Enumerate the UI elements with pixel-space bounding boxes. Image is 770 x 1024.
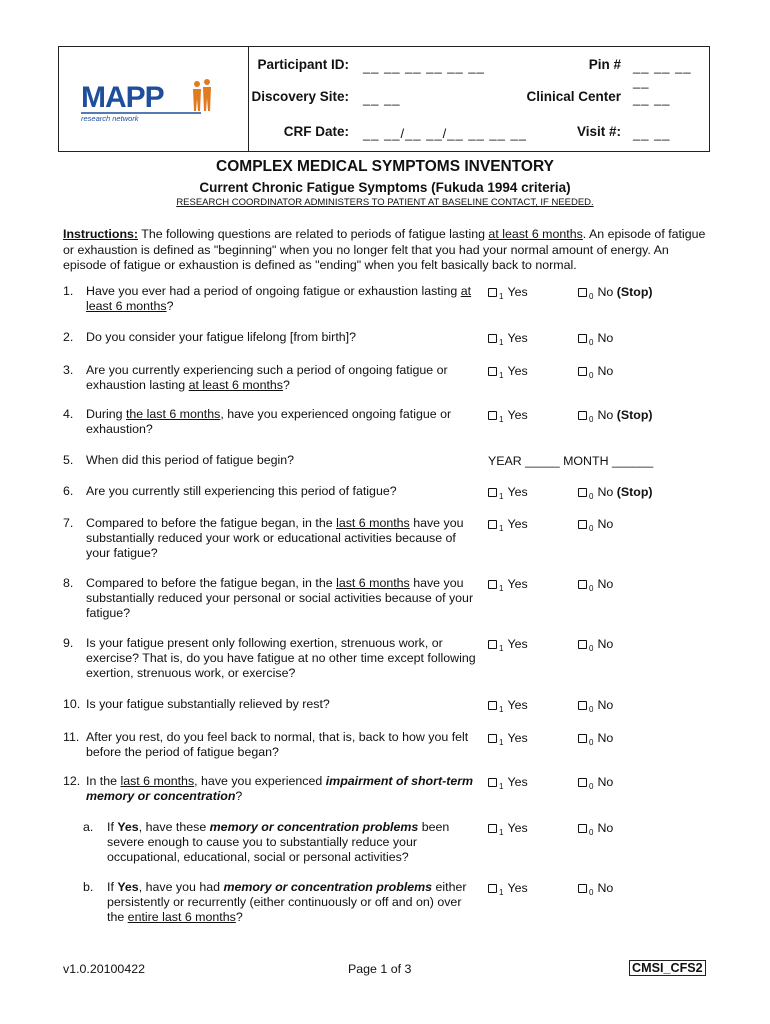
question-text-part: ? [283, 378, 290, 392]
subquestion-text-part: been severe enough to cause you to substantially reduce your occupational, educational, social or personal activities? [107, 820, 450, 864]
no-option-8[interactable] [578, 577, 613, 596]
question-text-part: Are you currently still experiencing this period of fatigue? [86, 484, 397, 498]
question-text [86, 636, 481, 681]
crf-date-label: CRF Date: [283, 124, 349, 139]
checkbox-no-12[interactable] [578, 778, 587, 787]
question-text-part: , have you experienced ongoing fatigue or exhaustion? [86, 407, 452, 436]
no-option-6[interactable] [578, 485, 653, 504]
subquestion-text-part: If [107, 880, 118, 894]
question-text [86, 576, 481, 621]
yes-code: 1 [499, 371, 504, 380]
no-code: 0 [589, 828, 594, 837]
question-text-part: ? [166, 299, 174, 313]
question-bold-italic: impairment of short-term memory or concentration [86, 774, 474, 803]
yes-code: 1 [499, 415, 504, 424]
subquestion-letter: b. [83, 880, 94, 894]
question-text [86, 730, 481, 760]
subquestion-emphasis: entire last 6 months [127, 910, 236, 924]
no-code: 0 [589, 738, 594, 747]
yes-label: Yes [507, 331, 528, 345]
checkbox-no-3[interactable] [578, 367, 587, 376]
yes-option-11[interactable] [488, 731, 528, 750]
no-option-12a[interactable] [578, 821, 613, 840]
logo-text: MAPP [81, 81, 164, 114]
yes-option-10[interactable] [488, 698, 528, 717]
no-label: No [597, 331, 614, 345]
no-code: 0 [589, 782, 594, 791]
question-text-part: During [86, 407, 126, 421]
checkbox-no-2[interactable] [578, 334, 587, 343]
question-text-part: ? [235, 789, 243, 803]
subquestion-text-part: either persistently or recurrently (either continuously or off and on) over the [107, 880, 467, 924]
yes-label: Yes [507, 577, 528, 591]
page-number: Page 1 of 3 [348, 962, 412, 976]
checkbox-yes-12b[interactable] [488, 884, 497, 893]
no-label: No [597, 285, 614, 299]
question-text-part: Compared to before the fatigue began, in the [86, 516, 337, 530]
yes-option-9[interactable] [488, 637, 528, 656]
instructions-text-cont: . An episode of fatigue or exhaustion is defined as "beginning" when you no longer felt that you had your normal amount of energy. An episode of fatigue or exhaustion is defined as "ending" when you felt basically back to normal. [63, 227, 706, 272]
question-number: 12. [63, 774, 81, 788]
yes-label: Yes [507, 517, 528, 531]
checkbox-no-8[interactable] [578, 580, 587, 589]
question-text-part: Are you currently experiencing such a period of ongoing fatigue or exhaustion lasting [86, 363, 448, 392]
checkbox-yes-6[interactable] [488, 488, 497, 497]
checkbox-yes-1[interactable] [488, 288, 497, 297]
no-label: No [597, 485, 614, 499]
checkbox-no-12a[interactable] [578, 824, 587, 833]
no-option-4[interactable] [578, 408, 653, 427]
checkbox-yes-10[interactable] [488, 701, 497, 710]
no-label: No [597, 731, 614, 745]
question-text-part: , have you experienced [194, 774, 326, 788]
question-text [86, 697, 481, 712]
month-field: MONTH ______ [563, 454, 654, 468]
yes-code: 1 [499, 292, 504, 301]
yes-code: 1 [499, 705, 504, 714]
no-label: No [597, 408, 614, 422]
subquestion-text [107, 880, 481, 925]
participant-id-label: Participant ID: [257, 57, 349, 72]
no-code: 0 [589, 644, 594, 653]
logo-subtext: research network [81, 114, 139, 123]
no-code: 0 [589, 888, 594, 897]
no-label: No [597, 364, 614, 378]
no-code: 0 [589, 371, 594, 380]
year-field: YEAR _____ [488, 454, 560, 468]
question-emphasis: last 6 months [120, 774, 195, 788]
yes-label: Yes [507, 285, 528, 299]
question-text-part: Is your fatigue present only following exertion, strenuous work, or exercise? That is, do you have fatigue at no other time except following exertion, strenuous work, or exercise? [86, 636, 476, 680]
yes-option-1[interactable] [488, 285, 528, 304]
checkbox-yes-4[interactable] [488, 411, 497, 420]
checkbox-no-4[interactable] [578, 411, 587, 420]
question-text [86, 284, 481, 314]
yes-label: Yes [507, 698, 528, 712]
instructions-text: The following questions are related to periods of fatigue lasting [138, 227, 489, 241]
checkbox-no-7[interactable] [578, 520, 587, 529]
yes-code: 1 [499, 888, 504, 897]
question-number: 3. [63, 363, 74, 377]
question-number: 7. [63, 516, 74, 530]
checkbox-yes-8[interactable] [488, 580, 497, 589]
subquestion-bold: Yes [117, 880, 139, 894]
no-code: 0 [589, 415, 594, 424]
form-subtitle: Current Chronic Fatigue Symptoms (Fukuda 1994 criteria) [199, 180, 571, 195]
no-label: No [597, 821, 614, 835]
question-text [86, 330, 481, 345]
yes-label: Yes [507, 821, 528, 835]
yes-code: 1 [499, 492, 504, 501]
no-option-10[interactable] [578, 698, 613, 717]
document-id: CMSI_CFS2 [629, 960, 706, 976]
no-code: 0 [589, 292, 594, 301]
question-emphasis: last 6 months [336, 516, 410, 530]
yes-option-8[interactable] [488, 577, 528, 596]
pin-label: Pin # [588, 57, 621, 72]
checkbox-yes-7[interactable] [488, 520, 497, 529]
no-option-11[interactable] [578, 731, 613, 750]
form-title: COMPLEX MEDICAL SYMPTOMS INVENTORY [216, 158, 554, 175]
no-code: 0 [589, 492, 594, 501]
yes-label: Yes [507, 775, 528, 789]
subquestion-text-part: ? [235, 910, 243, 924]
participant-id-field[interactable]: __ __ __ __ __ __ [363, 59, 485, 74]
checkbox-no-9[interactable] [578, 640, 587, 649]
no-code: 0 [589, 524, 594, 533]
subquestion-text-part: , have you had [138, 880, 224, 894]
checkbox-yes-11[interactable] [488, 734, 497, 743]
no-code: 0 [589, 338, 594, 347]
yes-code: 1 [499, 644, 504, 653]
question-text-part: Have you ever had a period of ongoing fatigue or exhaustion lasting [86, 284, 461, 298]
yes-code: 1 [499, 738, 504, 747]
checkbox-yes-9[interactable] [488, 640, 497, 649]
no-label: No [597, 775, 614, 789]
yes-code: 1 [499, 524, 504, 533]
form-header [58, 46, 710, 152]
question-text-part: Do you consider your fatigue lifelong [from birth]? [86, 330, 356, 344]
subquestion-text-part: , have these [138, 820, 210, 834]
yes-option-7[interactable] [488, 517, 528, 536]
question-number: 1. [63, 284, 74, 298]
pin-field[interactable]: __ __ __ __ [633, 59, 692, 89]
no-label: No [597, 517, 614, 531]
visit-label: Visit #: [576, 124, 621, 139]
instructions-emphasis: at least 6 months [488, 227, 583, 241]
no-code: 0 [589, 705, 594, 714]
checkbox-yes-3[interactable] [488, 367, 497, 376]
no-option-2[interactable] [578, 331, 613, 350]
subquestion-bold-italic: memory or concentration problems [209, 820, 419, 834]
question-number: 8. [63, 576, 74, 590]
yes-option-12[interactable] [488, 775, 528, 794]
no-option-7[interactable] [578, 517, 613, 536]
yes-option-3[interactable] [488, 364, 528, 383]
question-text-part: have you substantially reduced your personal or social activities because of your fatigue? [86, 576, 474, 620]
subquestion-letter: a. [83, 820, 94, 834]
yes-option-12a[interactable] [488, 821, 528, 840]
stop-label: (Stop) [616, 285, 653, 299]
yes-option-6[interactable] [488, 485, 528, 504]
subquestion-text [107, 820, 481, 865]
checkbox-no-11[interactable] [578, 734, 587, 743]
question-number: 4. [63, 407, 74, 421]
checkbox-no-12b[interactable] [578, 884, 587, 893]
yes-code: 1 [499, 584, 504, 593]
question-text [86, 363, 481, 393]
administration-note: RESEARCH COORDINATOR ADMINISTERS TO PATIENT AT BASELINE CONTACT, IF NEEDED. [176, 197, 594, 208]
yes-option-4[interactable] [488, 408, 528, 427]
question-text [86, 774, 481, 804]
subquestion-text-part: If [107, 820, 118, 834]
yes-label: Yes [507, 731, 528, 745]
crf-date-field[interactable]: __ __/__ __/__ __ __ __ [363, 126, 527, 141]
question-text [86, 516, 481, 561]
instructions-label: Instructions: [63, 227, 139, 241]
clinical-center-field[interactable]: __ __ [633, 91, 671, 106]
question-emphasis: last 6 months [336, 576, 410, 590]
subquestion-bold: Yes [117, 820, 139, 834]
checkbox-no-10[interactable] [578, 701, 587, 710]
no-code: 0 [589, 584, 594, 593]
onset-date-field[interactable] [488, 454, 653, 469]
no-label: No [597, 698, 614, 712]
question-number: 2. [63, 330, 74, 344]
yes-label: Yes [507, 364, 528, 378]
checkbox-no-1[interactable] [578, 288, 587, 297]
question-number: 11. [63, 730, 80, 744]
no-option-3[interactable] [578, 364, 613, 383]
question-text-part: After you rest, do you feel back to normal, that is, back to how you felt before the period of fatigue began? [86, 730, 469, 759]
discovery-site-field[interactable]: __ __ [363, 91, 401, 106]
question-emphasis: at least 6 months [86, 284, 472, 313]
no-option-12b[interactable] [578, 881, 613, 900]
stop-label: (Stop) [616, 408, 653, 422]
no-option-9[interactable] [578, 637, 613, 656]
no-label: No [597, 577, 614, 591]
clinical-center-label: Clinical Center [526, 89, 621, 104]
no-label: No [597, 637, 614, 651]
stop-label: (Stop) [616, 485, 653, 499]
question-text-part: Is your fatigue substantially relieved by rest? [86, 697, 330, 711]
yes-label: Yes [507, 637, 528, 651]
question-text [86, 407, 481, 437]
question-number: 10. [63, 697, 81, 711]
checkbox-yes-12a[interactable] [488, 824, 497, 833]
version: v1.0.20100422 [63, 962, 145, 976]
yes-code: 1 [499, 782, 504, 791]
mapp-logo [79, 75, 229, 125]
question-number: 9. [63, 636, 74, 650]
no-option-12[interactable] [578, 775, 613, 794]
visit-field[interactable]: __ __ [633, 126, 671, 141]
question-text-part: Compared to before the fatigue began, in the [86, 576, 337, 590]
yes-option-12b[interactable] [488, 881, 528, 900]
question-text-part: When did this period of fatigue begin? [86, 453, 295, 467]
checkbox-yes-2[interactable] [488, 334, 497, 343]
yes-option-2[interactable] [488, 331, 528, 350]
yes-label: Yes [507, 881, 528, 895]
question-text [86, 453, 481, 468]
discovery-site-label: Discovery Site: [251, 89, 349, 104]
question-text-part: have you substantially reduced your work or educational activities because of your fatigue? [86, 516, 464, 560]
yes-code: 1 [499, 338, 504, 347]
question-emphasis: at least 6 months [188, 378, 283, 392]
checkbox-yes-12[interactable] [488, 778, 497, 787]
question-text-part: In the [86, 774, 121, 788]
checkbox-no-6[interactable] [578, 488, 587, 497]
no-label: No [597, 881, 614, 895]
yes-label: Yes [507, 408, 528, 422]
no-option-1[interactable] [578, 285, 653, 304]
question-text [86, 484, 481, 499]
question-number: 6. [63, 484, 74, 498]
instructions [63, 227, 713, 274]
yes-label: Yes [507, 485, 528, 499]
subquestion-bold-italic: memory or concentration problems [223, 880, 433, 894]
question-emphasis: the last 6 months [125, 407, 221, 421]
question-number: 5. [63, 453, 74, 467]
yes-code: 1 [499, 828, 504, 837]
